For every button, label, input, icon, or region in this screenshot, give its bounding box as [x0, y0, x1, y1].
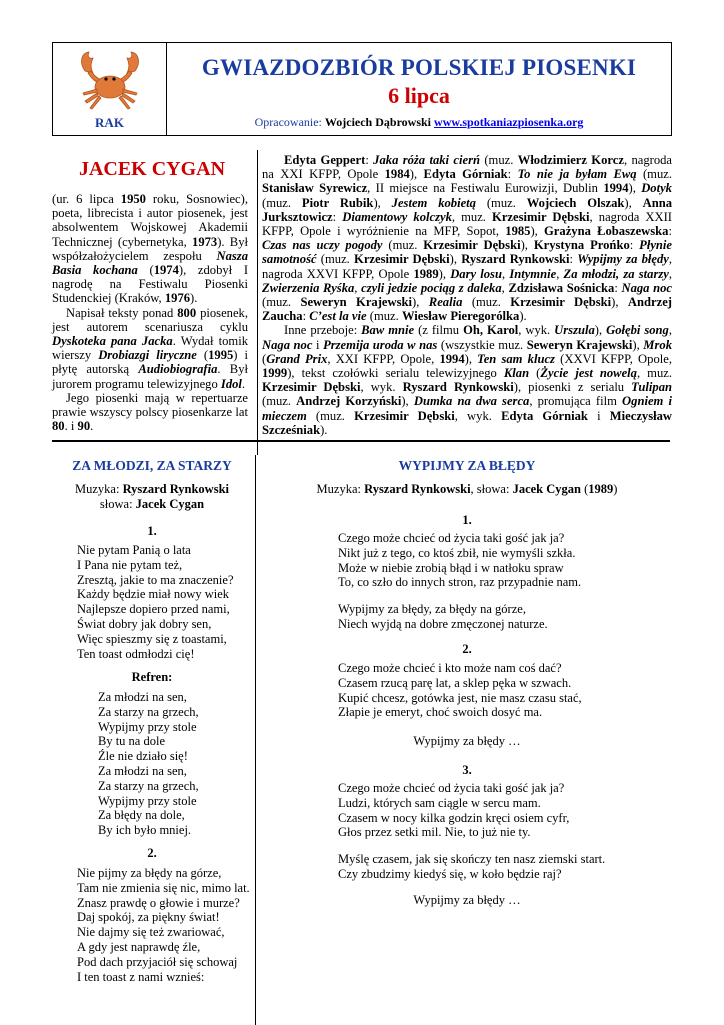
emphasis-text: Wiesław Pieregorólka — [401, 309, 520, 324]
emphasis-text: 1989 — [413, 266, 439, 281]
emphasis-text: Stanisław Syrewicz — [262, 181, 368, 196]
lyric-line: Za starzy na grzech, — [98, 704, 199, 719]
lyric-line: Tam nie zmienia się nic, mimo lat. — [77, 880, 250, 895]
year-close: ) — [613, 482, 618, 496]
lyric-line: Zresztą, jakie to ma znaczenie? — [77, 572, 234, 587]
artist-biography — [52, 192, 248, 433]
emphasis-text: Realia — [428, 295, 463, 310]
emphasis-text: Idol — [220, 376, 242, 391]
song2-chorus — [338, 602, 548, 632]
emphasis-text: Czas nas uczy pogody — [262, 238, 383, 253]
emphasis-text: Życie jest nowelą — [540, 366, 637, 381]
emphasis-text: Mieczysław Szcześniak — [262, 408, 673, 437]
emphasis-text: Seweryn Krajewski — [526, 337, 633, 352]
song1-verse1 — [77, 543, 234, 661]
emphasis-text: Andrzej Zaucha — [262, 295, 672, 324]
music-label: Muzyka: — [75, 482, 120, 496]
lyric-line: Znasz prawdę o głowie i murze? — [77, 895, 240, 910]
emphasis-text: 1994 — [439, 351, 465, 366]
composer: Ryszard Rynkowski — [122, 482, 229, 496]
emphasis-text: C’est la vie — [309, 309, 367, 324]
song1-credits — [52, 482, 252, 512]
emphasis-text: Dyskoteka pana Jacka — [52, 334, 173, 349]
song2-credits — [262, 482, 672, 497]
song1-title: ZA MŁODZI, ZA STARZY — [72, 458, 232, 473]
lyric-line: By tu na dole — [98, 734, 166, 749]
lyric-line: Czy zbudzimy kiedyś się, w koło będzie raj? — [338, 866, 562, 881]
lyric-line: Nie pytam Panią o lata — [77, 543, 191, 557]
lyric-line: Nikt już z tego, co ktoś zbił, nie wymyśli szkła. — [338, 545, 576, 560]
hits-description — [262, 153, 672, 437]
lyric-line: Kupić chcesz, gotówka jest, nie masz czasu stać, — [338, 690, 582, 705]
emphasis-text: 80 — [52, 419, 65, 434]
lyric-line: Za starzy na grzech, — [98, 778, 199, 793]
emphasis-text: Jestem kobietą — [391, 195, 476, 210]
music-label: Muzyka: — [316, 482, 361, 496]
lyric-line: Czego może chcieć od życia taki gość jak ja? — [338, 781, 565, 795]
emphasis-text: Naga noc — [262, 337, 313, 352]
lyric-line: Więc spieszmy się z toastami, — [77, 631, 227, 646]
emphasis-text: Włodzimierz Korcz — [517, 153, 624, 167]
emphasis-text: Naga noc — [621, 280, 673, 295]
emphasis-text: Za młodzi, za starzy — [563, 266, 669, 281]
emphasis-text: Wypijmy za błędy — [577, 252, 669, 267]
song1-lyrics-credit — [52, 497, 252, 512]
column-divider-top — [257, 150, 258, 455]
lyric-line: By ich było mniej. — [98, 823, 192, 838]
emphasis-text: Zwierzenia Ryśka — [262, 280, 355, 295]
lyrics-label: , słowa: — [470, 482, 510, 496]
emphasis-text: 1985 — [505, 224, 531, 239]
emphasis-text: Drobiazgi liryczne — [98, 348, 197, 363]
emphasis-text: Krzesimir Dębski — [354, 252, 450, 267]
lyric-line: A gdy jest naprawdę źle, — [77, 939, 201, 954]
emphasis-text: Grand Prix — [266, 351, 328, 366]
song2-verse2 — [338, 661, 582, 720]
emphasis-text: Ogniem i mieczem — [262, 394, 672, 423]
column-divider-bottom — [255, 455, 256, 1025]
emphasis-text: Krystyna Prońko — [533, 238, 630, 253]
song1-verse2 — [77, 866, 250, 984]
bio-paragraph-2: Napisał teksty ponad 800 piosenek, jest autorem scenariusza cyklu Dyskoteka pana Jacka. Wydał tomik wierszy Drobiazgi liryczne (1995) i płytę autorską Audiobiografia. Był jurorem programu telewizyjnego Idol. — [52, 305, 248, 391]
page-date: 6 lipca — [388, 83, 450, 108]
emphasis-text: Dotyk — [641, 181, 672, 196]
lyric-line: Źle nie działo się! — [98, 749, 188, 764]
song1-verse1-number: 1. — [147, 524, 157, 538]
lyrics-label: słowa: — [99, 497, 133, 511]
song2-verse1-number: 1. — [462, 513, 472, 527]
emphasis-text: 1973 — [192, 234, 218, 249]
emphasis-text: Edyta Geppert — [284, 153, 366, 167]
lyric-line: Złapie je emeryt, choć swoich dosyć ma. — [338, 705, 543, 720]
emphasis-text: Jaka róża taki cierń — [373, 153, 480, 167]
section-divider — [52, 440, 670, 442]
lyric-line: I Pana nie pytam też, — [77, 557, 183, 572]
credits-author: Wojciech Dąbrowski — [324, 115, 432, 129]
emphasis-text: Andrzej Korzyński — [296, 394, 402, 409]
bio-paragraph-3: Jego piosenki mają w repertuarze prawie wszyscy polscy piosenkarze lat 80. i 90. — [52, 390, 248, 434]
emphasis-text: czyli jedzie pociąg z daleka — [361, 280, 502, 295]
emphasis-text: Intymnie — [509, 266, 557, 281]
emphasis-text: Audiobiografia — [138, 362, 218, 377]
emphasis-text: To nie ja byłam Ewą — [517, 167, 637, 182]
emphasis-text: Urszula — [554, 323, 595, 338]
emphasis-text: 1995 — [208, 348, 234, 363]
song1-refrain-label: Refren: — [131, 670, 173, 684]
song2-verse3-ending — [338, 852, 605, 882]
emphasis-text: Dumka na dwa serca — [413, 394, 530, 409]
zodiac-sign-label: RAK — [95, 115, 124, 130]
lyricist: Jacek Cygan — [512, 482, 581, 496]
hits-paragraph-2: Inne przeboje: Baw mnie (z filmu Oh, Karol, wyk. Urszula), Gołębi song, Naga noc i Przemija uroda w nas (wszystkie muz. Seweryn Krajewski), Mrok (Grand Prix, XXI KFPP, Opole, 1994), Ten sam klucz (XXVI KFPP, Opole, 1999), tekst czołówki serialu telewizyjnego Klan (Życie jest nowelą, muz. Krzesimir Dębski, wyk. Ryszard Rynkowski), piosenki z serialu Tulipan (muz. Andrzej Korzyński), Dumka na dwa serca, promująca film Ogniem i mieczem (muz. Krzesimir Dębski, wyk. Edyta Górniak i Mieczysław Szcześniak). — [262, 323, 673, 437]
song1-music-credit — [52, 482, 252, 497]
lyric-line: Czego może chcieć i kto może nam coś dać? — [338, 661, 562, 675]
emphasis-text: Gołębi song — [606, 323, 669, 338]
lyric-line: Wypijmy za błędy, za błędy na górze, — [338, 602, 526, 616]
song2-title: WYPIJMY ZA BŁĘDY — [398, 458, 536, 473]
song2-short-chorus-1: Wypijmy za błędy … — [413, 734, 521, 748]
song1-refrain — [98, 690, 199, 838]
lyric-line: Myślę czasem, jak się skończy ten nasz ziemski start. — [338, 852, 606, 866]
lyric-line: Czasem rzucą parę lat, a sklep pęka w szwach. — [338, 675, 572, 690]
lyric-line: Wypijmy przy stole — [98, 793, 197, 808]
lyric-line: To, co szło do innych stron, raz przypadnie nam. — [338, 575, 582, 590]
song-year: 1989 — [588, 482, 614, 496]
emphasis-text: Płynie samotność — [262, 238, 673, 267]
emphasis-text: Seweryn Krajewski — [300, 295, 413, 310]
lyric-line: Nie pijmy za błędy na górze, — [77, 866, 222, 880]
lyric-line: Nie dajmy się też zwariować, — [77, 925, 225, 940]
emphasis-text: Nasza Basia kochana — [52, 248, 248, 278]
bio-paragraph-1: (ur. 6 lipca 1950 roku, Sosnowiec), poeta, librecista i autor piosenek, jest absolwentem Wojskowej Akademii Technicznej (cybernetyka, 1973). Był współzałożycielem zespołu Nasza Basia kochana (1974), zdobył I nagrodę na Festiwalu Piosenki Studenckiej (Kraków, 1976). — [52, 192, 249, 306]
emphasis-text: 1984 — [384, 167, 410, 182]
lyric-line: I ten toast z nami wznieś: — [77, 969, 205, 984]
lyric-line: Najlepsze dopiero przed nami, — [77, 602, 230, 617]
emphasis-text: Krzesimir Dębski — [492, 209, 590, 224]
hits-paragraph-1: Edyta Geppert: Jaka róża taki cierń (muz. Włodzimierz Korcz, nagroda na XXI KFPP, Opole 1984), Edyta Górniak: To nie ja byłam Ewą (muz. Stanisław Syrewicz, II miejsce na Festiwalu Eurowizji, Dublin 1994), Dotyk (muz. Piotr Rubik), Jestem kobietą (muz. Wojciech Olszak), Anna Jurksztowicz: Diamentowy kolczyk, muz. Krzesimir Dębski, nagroda XXII KFPP, Opole i wyróżnienie na MFP, Sopot, 1985), Grażyna Łobaszewska: Czas nas uczy pogody (muz. Krzesimir Dębski), Krystyna Prońko: Płynie samotność (muz. Krzesimir Dębski), Ryszard Rynkowski: Wypijmy za błędy, nagroda XXVI KFPP, Opole 1989), Dary losu, Intymnie, Za młodzi, za starzy, Zwierzenia Ryśka, czyli jedzie pociąg z daleka, Zdzisława Sośnicka: Naga noc (muz. Seweryn Krajewski), Realia (muz. Krzesimir Dębski), Andrzej Zaucha: C’est la vie (muz. Wiesław Pieregorólka). — [262, 153, 673, 324]
lyricist: Jacek Cygan — [135, 497, 205, 511]
emphasis-text: Edyta Górniak — [501, 408, 588, 423]
emphasis-text: Baw mnie — [361, 323, 415, 338]
song2-verse2-number: 2. — [462, 642, 472, 656]
emphasis-text: 1950 — [120, 192, 146, 206]
emphasis-text: Ryszard Rynkowski — [461, 252, 570, 267]
emphasis-text: Krzesimir Dębski — [354, 408, 455, 423]
emphasis-text: Diamentowy kolczyk — [342, 209, 452, 224]
emphasis-text: Przemija uroda w nas — [323, 337, 438, 352]
crab-icon — [75, 49, 145, 113]
lyric-line: Ten toast odmłodzi cię! — [77, 646, 195, 661]
emphasis-text: Oh, Karol — [463, 323, 519, 338]
emphasis-text: Zdzisława Sośnicka — [508, 280, 615, 295]
song2-verse3-number: 3. — [462, 763, 472, 777]
credits-label: Opracowanie: — [254, 115, 322, 129]
emphasis-text: Krzesimir Dębski — [423, 238, 521, 253]
lyric-line: Ludzi, których sam ciągle w sercu mam. — [338, 795, 541, 810]
emphasis-text: Klan — [503, 366, 530, 381]
emphasis-text: Edyta Górniak — [423, 167, 508, 182]
emphasis-text: 1999 — [262, 366, 288, 381]
lyric-line: Za młodzi na sen, — [98, 763, 187, 778]
emphasis-text: Tulipan — [631, 380, 672, 395]
emphasis-text: Ryszard Rynkowski — [402, 380, 514, 395]
emphasis-text: Krzesimir Dębski — [510, 295, 612, 310]
emphasis-text: 1976 — [164, 291, 191, 306]
lyric-line: Czasem w nocy kilka godzin kręci osiem cyfr, — [338, 810, 570, 825]
song1-verse2-number: 2. — [147, 846, 157, 860]
artist-name: JACEK CYGAN — [78, 158, 226, 180]
song2-short-chorus-2: Wypijmy za błędy … — [413, 893, 521, 907]
song2-verse3 — [338, 781, 569, 840]
website-link[interactable]: www.spotkaniazpiosenka.org — [434, 115, 584, 129]
composer: Ryszard Rynkowski — [364, 482, 471, 496]
emphasis-text: Grażyna Łobaszewska — [544, 224, 669, 239]
lyric-line: Każdy będzie miał nowy wiek — [77, 587, 230, 602]
lyric-line: Za młodzi na sen, — [98, 690, 187, 704]
page-header — [52, 42, 672, 136]
song2-verse1 — [338, 531, 581, 590]
year-open: ( — [580, 482, 589, 496]
page-title: GWIAZDOZBIÓR POLSKIEJ PIOSENKI — [201, 55, 637, 80]
emphasis-text: 1994 — [603, 181, 629, 196]
emphasis-text: Ten sam klucz — [477, 351, 555, 366]
emphasis-text: Dary losu — [450, 266, 502, 281]
emphasis-text: 800 — [177, 305, 197, 320]
lyric-line: Za błędy na dole, — [98, 808, 185, 823]
lyric-line: Świat dobry jak dobry sen, — [77, 616, 212, 631]
emphasis-text: 1974 — [153, 263, 179, 278]
credits-line — [167, 115, 671, 130]
emphasis-text: 90 — [77, 419, 91, 434]
emphasis-text: Anna Jurksztowicz — [262, 195, 672, 224]
lyric-line: Głos przez setki mil. Nie, to już nie ty. — [338, 825, 531, 840]
emphasis-text: Wojciech Olszak — [526, 195, 625, 210]
zodiac-logo-cell — [53, 43, 167, 135]
lyric-line: Wypijmy przy stole — [98, 719, 197, 734]
lyric-line: Może w niebie zrobią błąd i w natłoku spraw — [338, 560, 564, 575]
lyric-line: Pod dach przyjaciół się schowaj — [77, 954, 238, 969]
lyric-line: Niech wyjdą na dobre zmęczonej naturze. — [338, 616, 548, 631]
emphasis-text: Krzesimir Dębski — [262, 380, 361, 395]
lyric-line: Czego może chcieć od życia taki gość jak ja? — [338, 531, 565, 545]
lyric-line: Daj spokój, za piękny świat! — [77, 910, 220, 925]
emphasis-text: Piotr Rubik — [301, 195, 374, 210]
emphasis-text: Mrok — [643, 337, 672, 352]
